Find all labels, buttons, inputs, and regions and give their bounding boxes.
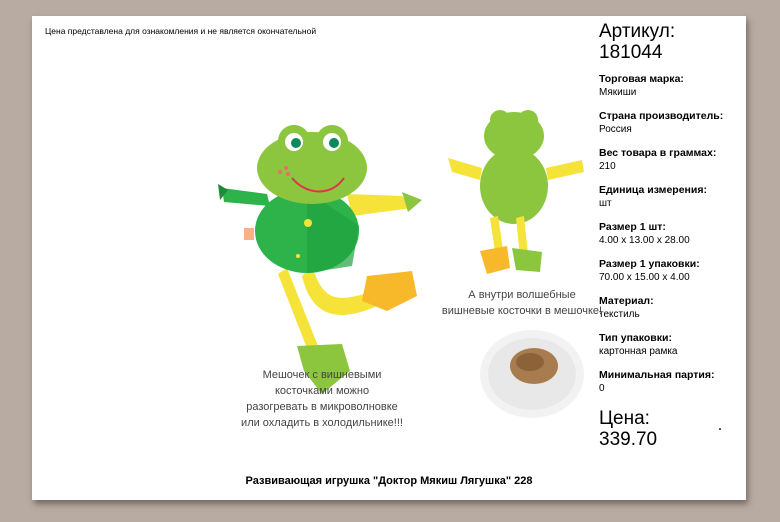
spec-label: Минимальная партия: xyxy=(599,369,715,381)
cherry-pits-bag xyxy=(480,330,584,418)
price-value: 339.70 xyxy=(599,429,658,450)
product-title: Развивающая игрушка "Доктор Мякиш Лягушка" 228 xyxy=(245,475,533,487)
spec-label: Материал: xyxy=(599,295,654,307)
spec-value: 210 xyxy=(599,161,616,172)
spec-unit xyxy=(599,184,744,211)
spec-value: шт xyxy=(599,198,612,209)
spec-label: Вес товара в граммах: xyxy=(599,147,717,159)
caption-heat-line-4: или охладить в холодильнике!!! xyxy=(241,417,403,429)
spec-label: Единица измерения: xyxy=(599,184,707,196)
stray-dot xyxy=(719,428,721,430)
caption-heat-line-3: разогревать в микроволновке xyxy=(246,401,398,413)
spec-value: 0 xyxy=(599,383,605,394)
price-label: Цена: xyxy=(599,408,650,429)
product-sheet xyxy=(32,16,746,500)
spec-min-order xyxy=(599,369,744,396)
spec-value: Мякиши xyxy=(599,87,637,98)
price-block xyxy=(599,408,744,450)
spec-weight xyxy=(599,147,744,174)
spec-label: Размер 1 шт: xyxy=(599,221,666,233)
spec-label: Размер 1 упаковки: xyxy=(599,258,700,270)
frog-toy-illustration xyxy=(212,96,612,436)
caption-heat-line-2: косточками можно xyxy=(274,385,370,397)
caption-inside-line-2: вишневые косточки в мешочке! xyxy=(441,305,603,317)
spec-item-size xyxy=(599,221,744,248)
spec-value: Россия xyxy=(599,124,632,135)
spec-label: Страна производитель: xyxy=(599,110,724,122)
price-disclaimer: Цена представлена для ознакомления и не является окончательной xyxy=(45,26,317,36)
frog-back-view xyxy=(448,110,584,274)
spec-material xyxy=(599,295,744,322)
spec-package-type xyxy=(599,332,744,359)
spec-package-size xyxy=(599,258,744,285)
spec-label: Торговая марка: xyxy=(599,73,684,85)
article-label: Артикул: xyxy=(599,21,676,42)
spec-panel xyxy=(599,21,744,450)
frog-front-view xyxy=(218,125,422,394)
caption-heat-line-1: Мешочек с вишневыми xyxy=(262,369,382,381)
caption-inside-line-1: А внутри волшебные xyxy=(468,289,576,301)
article-number: 181044 xyxy=(599,42,663,63)
spec-value: картонная рамка xyxy=(599,346,678,357)
product-image xyxy=(212,96,612,436)
spec-value: 4.00 x 13.00 x 28.00 xyxy=(599,235,690,246)
spec-label: Тип упаковки: xyxy=(599,332,672,344)
spec-country xyxy=(599,110,744,137)
spec-brand xyxy=(599,73,744,100)
article-block xyxy=(599,21,744,63)
spec-value: текстиль xyxy=(599,309,640,320)
spec-value: 70.00 x 15.00 x 4.00 xyxy=(599,272,690,283)
